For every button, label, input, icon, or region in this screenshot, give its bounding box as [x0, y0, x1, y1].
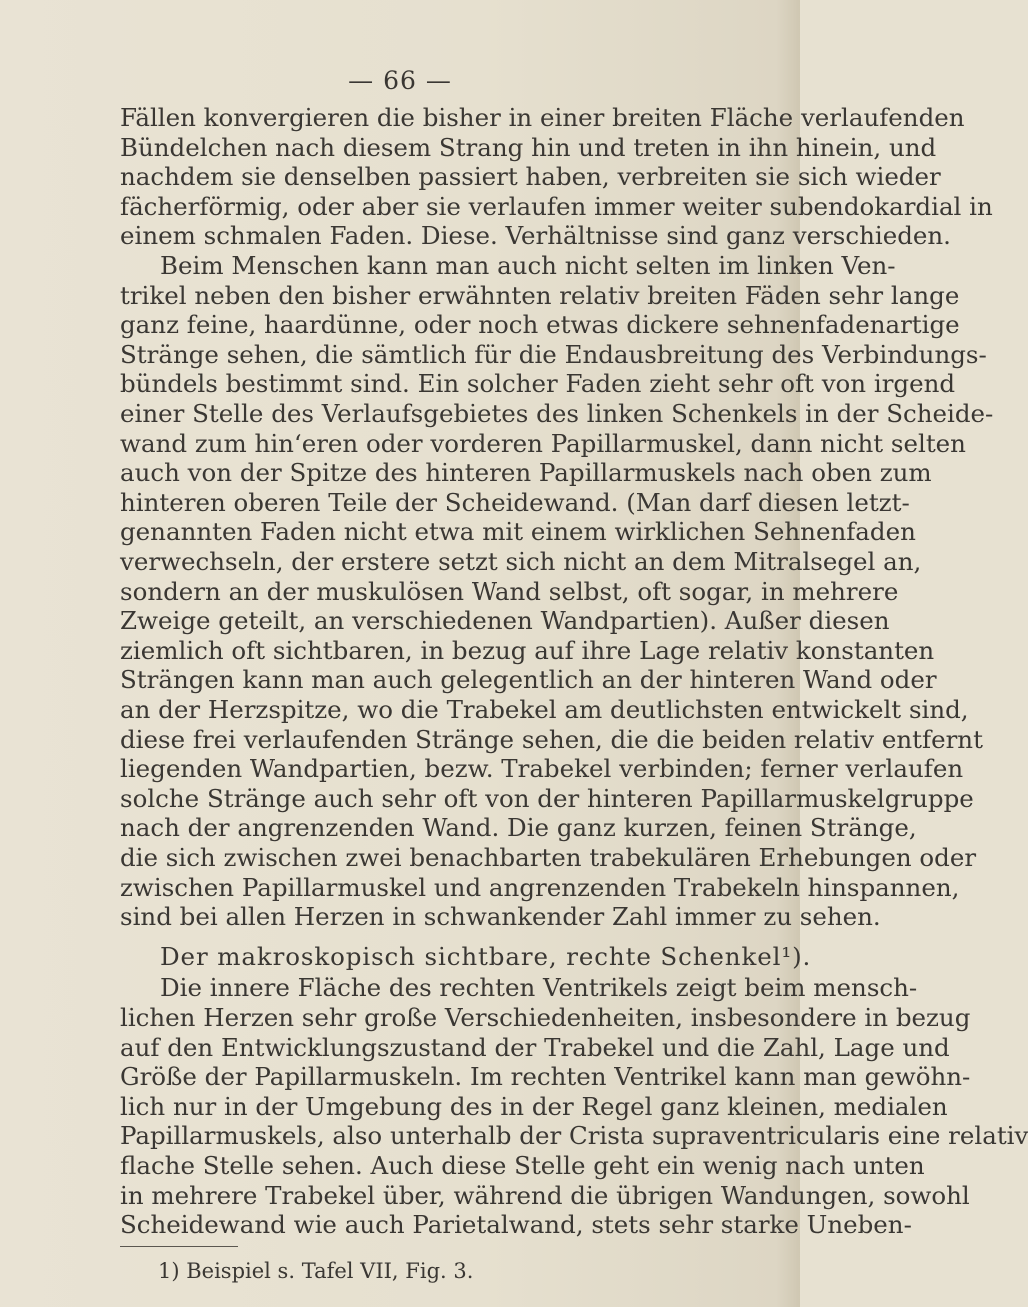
- text-line: lichen Herzen sehr große Verschiedenheiten, insbesondere in bezug: [120, 1003, 971, 1032]
- text-line: fächerförmig, oder aber sie verlaufen immer weiter subendokardial in: [120, 192, 993, 221]
- text-line: die sich zwischen zwei benachbarten trabekulären Erhebungen oder: [120, 843, 977, 872]
- text-line: Die innere Fläche des rechten Ventrikels zeigt beim mensch-: [160, 973, 918, 1002]
- page-number: — 66 —: [348, 66, 452, 95]
- text-line: flache Stelle sehen. Auch diese Stelle geht ein wenig nach unten: [120, 1151, 925, 1180]
- text-line: Bündelchen nach diesem Strang hin und treten in ihn hinein, und: [120, 133, 937, 162]
- text-line: trikel neben den bisher erwähnten relativ breiten Fäden sehr lange: [120, 281, 960, 310]
- text-line: solche Stränge auch sehr oft von der hinteren Papillarmuskelgruppe: [120, 784, 974, 813]
- text-line: an der Herzspitze, wo die Trabekel am deutlichsten entwickelt sind,: [120, 695, 969, 724]
- text-line: sondern an der muskulösen Wand selbst, oft sogar, in mehrere: [120, 577, 899, 606]
- text-line: ziemlich oft sichtbaren, in bezug auf ihre Lage relativ konstanten: [120, 636, 935, 665]
- text-line: sind bei allen Herzen in schwankender Zahl immer zu sehen.: [120, 902, 881, 931]
- text-line: in mehrere Trabekel über, während die übrigen Wandungen, sowohl: [120, 1181, 970, 1210]
- text-line: Zweige geteilt, an verschiedenen Wandpartien). Außer diesen: [120, 606, 890, 635]
- text-line: Stränge sehen, die sämtlich für die Endausbreitung des Verbindungs-: [120, 340, 987, 369]
- text-line: ganz feine, haardünne, oder noch etwas dickere sehnenfadenartige: [120, 310, 960, 339]
- text-line: genannten Faden nicht etwa mit einem wirklichen Sehnenfaden: [120, 517, 916, 546]
- text-line: wand zum hin‘eren oder vorderen Papillarmuskel, dann nicht selten: [120, 429, 966, 458]
- text-line: diese frei verlaufenden Stränge sehen, die die beiden relativ entfernt: [120, 725, 983, 754]
- text-line: nachdem sie denselben passiert haben, verbreiten sie sich wieder: [120, 162, 941, 191]
- text-line: Scheidewand wie auch Parietalwand, stets sehr starke Uneben-: [120, 1210, 912, 1239]
- text-line: auf den Entwicklungszustand der Trabekel und die Zahl, Lage und: [120, 1033, 950, 1062]
- text-line: einer Stelle des Verlaufsgebietes des linken Schenkels in der Scheide-: [120, 399, 994, 428]
- text-line: Fällen konvergieren die bisher in einer breiten Fläche verlaufenden: [120, 103, 965, 132]
- text-line: Größe der Papillarmuskeln. Im rechten Ventrikel kann man gewöhn-: [120, 1062, 971, 1091]
- footnote: 1) Beispiel s. Tafel VII, Fig. 3.: [158, 1259, 474, 1283]
- text-line: einem schmalen Faden. Diese. Verhältnisse sind ganz verschieden.: [120, 221, 951, 250]
- text-line: hinteren oberen Teile der Scheidewand. (Man darf diesen letzt-: [120, 488, 910, 517]
- text-line: nach der angrenzenden Wand. Die ganz kurzen, feinen Stränge,: [120, 813, 917, 842]
- text-line: verwechseln, der erstere setzt sich nicht an dem Mitralsegel an,: [120, 547, 922, 576]
- section-heading: Der makroskopisch sichtbare, rechte Schenkel¹).: [160, 942, 812, 971]
- text-line: auch von der Spitze des hinteren Papillarmuskels nach oben zum: [120, 458, 932, 487]
- text-line: lich nur in der Umgebung des in der Regel ganz kleinen, medialen: [120, 1092, 948, 1121]
- text-line: Strängen kann man auch gelegentlich an der hinteren Wand oder: [120, 665, 937, 694]
- text-line: liegenden Wandpartien, bezw. Trabekel verbinden; ferner verlaufen: [120, 754, 964, 783]
- text-line: Beim Menschen kann man auch nicht selten im linken Ven-: [160, 251, 896, 280]
- text-line: Papillarmuskels, also unterhalb der Crista supraventricularis eine relativ: [120, 1121, 1028, 1150]
- text-line: bündels bestimmt sind. Ein solcher Faden zieht sehr oft von irgend: [120, 369, 956, 398]
- footnote-rule: [120, 1246, 238, 1247]
- text-line: zwischen Papillarmuskel und angrenzenden Trabekeln hinspannen,: [120, 873, 960, 902]
